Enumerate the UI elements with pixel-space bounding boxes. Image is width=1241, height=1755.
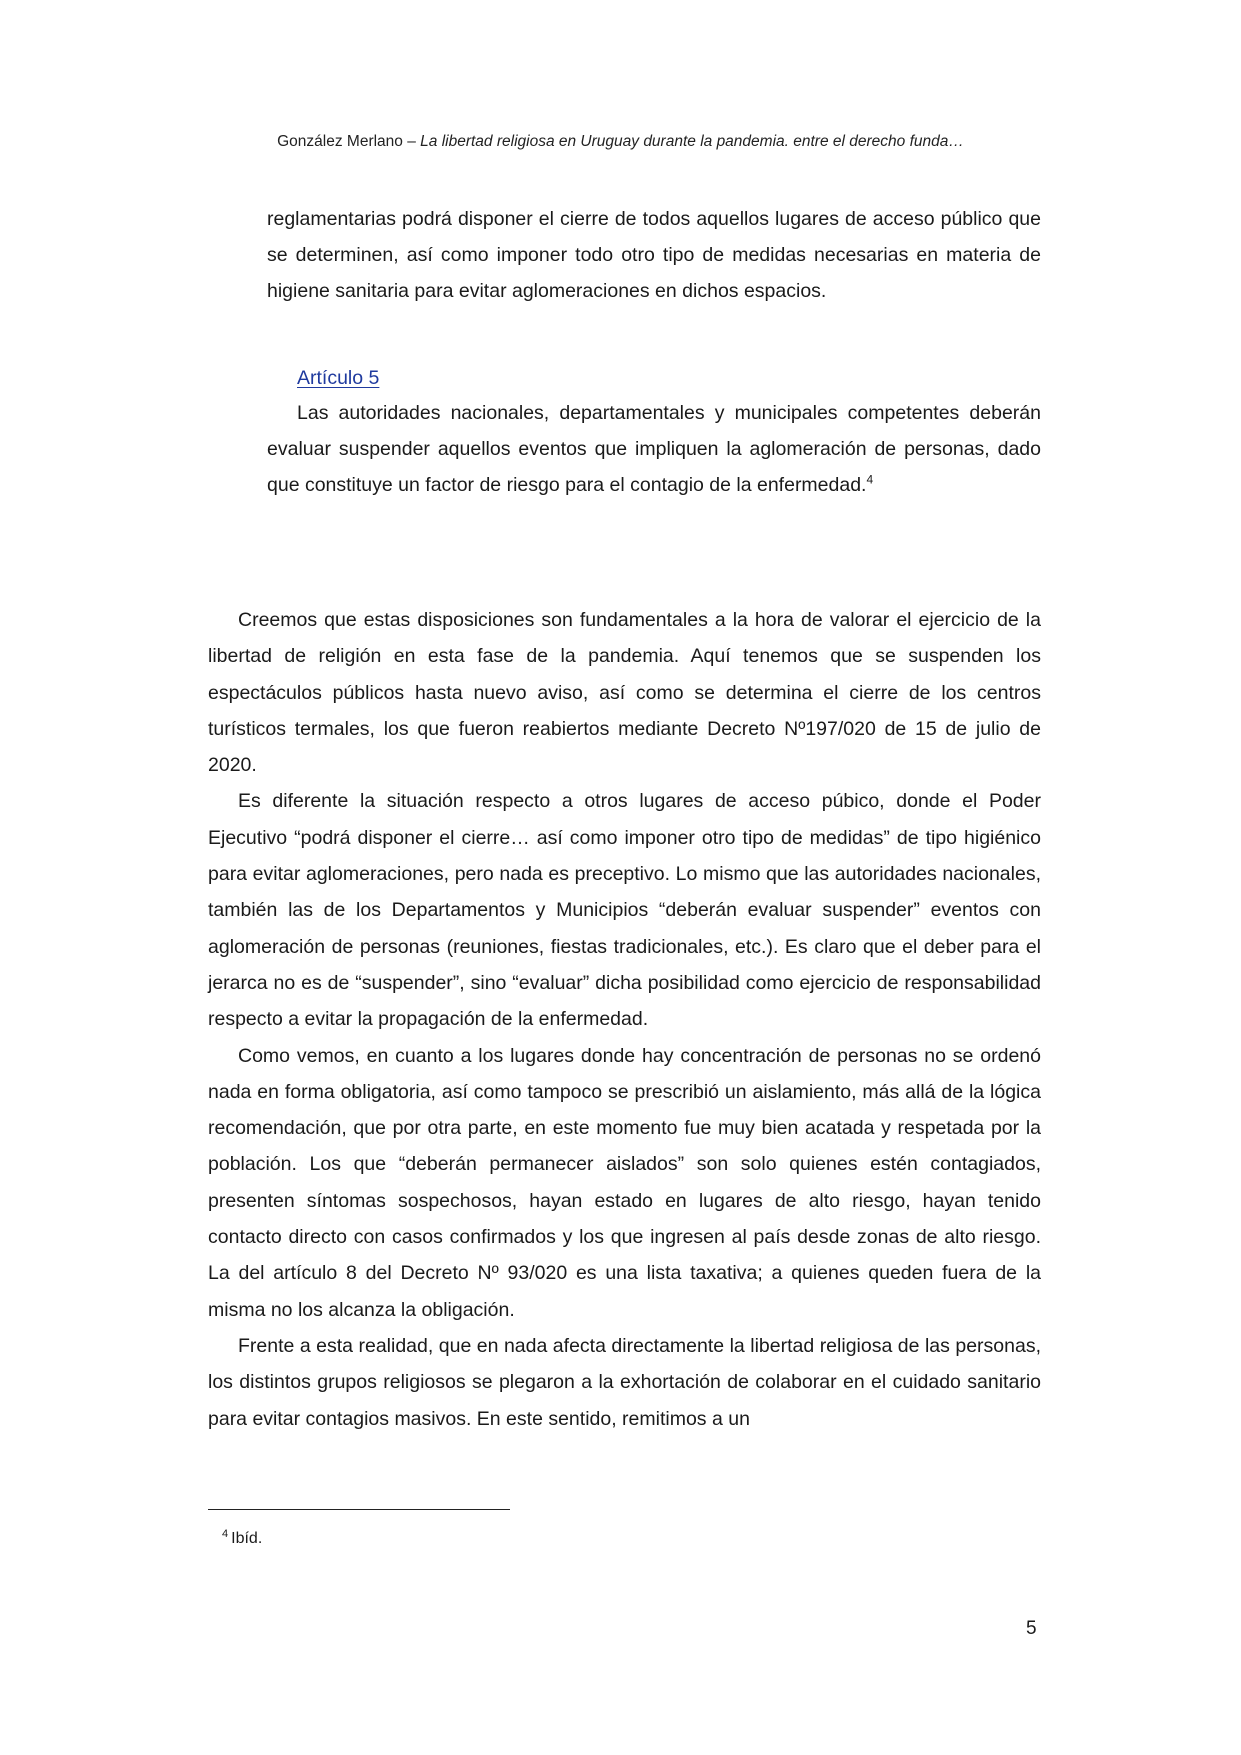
article-5-text [267, 395, 1041, 503]
page-number: 5 [1026, 1618, 1037, 1639]
footnote-ref-4[interactable]: 4 [866, 472, 874, 487]
running-header [0, 133, 1241, 151]
body-text [208, 602, 1041, 1437]
article-5-link[interactable]: Artículo 5 [297, 367, 380, 389]
header-title: La libertad religiosa en Uruguay durante la pandemia. entre el derecho funda… [420, 133, 964, 150]
article-5-body: Las autoridades nacionales, departamentales y municipales competentes deberán evaluar suspender aquellos eventos que impliquen la aglomeración de personas, dado que constituye un factor de riesgo para el contagio de la enfermedad. [267, 402, 1041, 496]
footnote-number: 4 [222, 1527, 229, 1540]
quote-block-1 [267, 201, 1041, 309]
body-paragraph-1: Creemos que estas disposiciones son fundamentales a la hora de valorar el ejercicio de la libertad de religión en esta fase de la pandemia. Aquí tenemos que se suspenden los espectáculos públicos hasta nuevo aviso, así como se determina el cierre de los centros turísticos termales, los que fueron reabiertos mediante Decreto Nº197/020 de 15 de julio de 2020. [208, 609, 1041, 777]
footnote [222, 1527, 263, 1548]
header-author: González Merlano – [277, 133, 421, 150]
body-paragraph-2: Es diferente la situación respecto a otros lugares de acceso púbico, donde el Poder Ejecutivo “podrá disponer el cierre… así como imponer otro tipo de medidas” de tipo higiénico para evitar aglomeraciones, pero nada es preceptivo. Lo mismo que las autoridades nacionales, también las de los Departamentos y Municipios “deberán evaluar suspender” eventos con aglomeración de personas (reuniones, fiestas tradicionales, etc.). Es claro que el deber para el jerarca no es de “suspender”, sino “evaluar” dicha posibilidad como ejercicio de responsabilidad respecto a evitar la propagación de la enfermedad. [208, 790, 1041, 1031]
footnote-text: Ibíd. [231, 1530, 263, 1547]
quote-paragraph: reglamentarias podrá disponer el cierre de todos aquellos lugares de acceso público que se determinen, así como imponer todo otro tipo de medidas necesarias en materia de higiene sanitaria para evitar aglomeraciones en dichos espacios. [267, 208, 1041, 302]
quote-block-2 [267, 395, 1041, 503]
footnote-separator [208, 1509, 510, 1510]
body-paragraph-4: Frente a esta realidad, que en nada afecta directamente la libertad religiosa de las personas, los distintos grupos religiosos se plegaron a la exhortación de colaborar en el cuidado sanitario para evitar contagios masivos. En este sentido, remitimos a un [208, 1334, 1041, 1430]
body-paragraph-3: Como vemos, en cuanto a los lugares donde hay concentración de personas no se ordenó nada en forma obligatoria, así como tampoco se prescribió un aislamiento, más allá de la lógica recomendación, que por otra parte, en este momento fue muy bien acatada y respetada por la población. Los que “deberán permanecer aislados” son solo quienes estén contagiados, presenten síntomas sospechosos, hayan estado en lugares de alto riesgo, hayan tenido contacto directo con casos confirmados y los que ingresen al país desde zonas de alto riesgo. La del artículo 8 del Decreto Nº 93/020 es una lista taxativa; a quienes queden fuera de la misma no los alcanza la obligación. [208, 1044, 1041, 1321]
